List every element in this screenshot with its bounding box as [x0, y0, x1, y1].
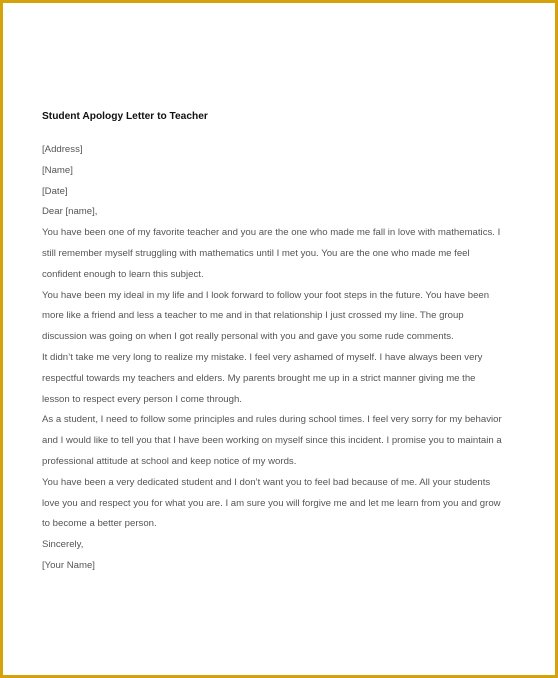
paragraph-4-line-2: and I would like to tell you that I have been working on myself since this incident. I promise you to maintain a: [42, 435, 502, 447]
paragraph-5-line-3: to become a better person.: [42, 518, 157, 530]
paragraph-5-line-2: love you and respect you for what you are. I am sure you will forgive me and let me learn from you and grow: [42, 497, 501, 509]
paragraph-2-line-3: discussion was going on when I got really personal with you and gave you some rude comments.: [42, 331, 454, 343]
paragraph-5-line-1: You have been a very dedicated student and I don’t want you to feel bad because of me. All your students: [42, 476, 491, 488]
signature-line: [Your Name]: [42, 559, 95, 571]
paragraph-2-line-2: more like a friend and less a teacher to me and in that relationship I just crossed my line. The group: [42, 310, 464, 322]
paragraph-2-line-1: You have been my ideal in my life and I look forward to follow your foot steps in the future. You have been: [42, 289, 490, 301]
paragraph-3-line-1: It didn’t take me very long to realize my mistake. I feel very ashamed of myself. I have always been very: [42, 351, 483, 363]
closing-line: Sincerely,: [42, 539, 84, 551]
paragraph-1-line-3: confident enough to learn this subject.: [42, 268, 204, 280]
paragraph-3-line-3: lesson to respect every person I come through.: [42, 393, 242, 405]
letter-title: Student Apology Letter to Teacher: [42, 111, 208, 122]
letter-body: [42, 110, 522, 577]
name-line: [Name]: [42, 164, 73, 176]
paragraph-4-line-3: professional attitude at school and keep notice of my words.: [42, 455, 297, 467]
paragraph-1-line-1: You have been one of my favorite teacher and you are the one who made me fall in love with mathematics. I: [42, 227, 501, 239]
paragraph-1-line-2: still remember myself struggling with mathematics until I met you. You are the one who made me feel: [42, 247, 470, 259]
salutation-line: Dear [name],: [42, 206, 98, 218]
address-line: [Address]: [42, 144, 83, 155]
paragraph-3-line-2: respectful towards my teachers and elders. My parents brought me up in a strict manner giving me the: [42, 372, 476, 384]
paragraph-4-line-1: As a student, I need to follow some principles and rules during school times. I feel very sorry for my behavior: [42, 414, 502, 426]
date-line: [Date]: [42, 185, 68, 197]
